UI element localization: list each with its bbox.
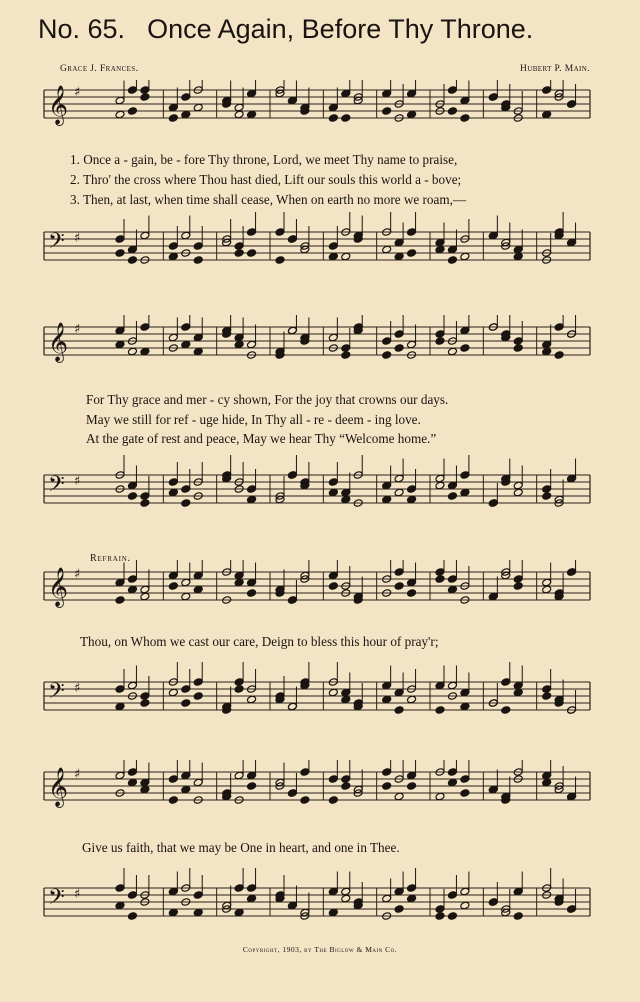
music-credit: Hubert P. Main. [519,64,590,74]
svg-text:𝄢: 𝄢 [48,679,65,709]
verse-3-line-1: 3. Then, at last, when time shall cease, When on earth no more we roam,— [70,192,467,207]
svg-text:♯: ♯ [74,322,81,337]
treble-staff-3 [44,560,590,608]
svg-text:𝄢: 𝄢 [48,885,65,915]
hymn-number: No. 65. [38,14,126,44]
svg-text:𝄢: 𝄢 [48,472,65,502]
svg-text:♯: ♯ [74,567,81,582]
words-credit: Grace J. Frances. [60,64,139,74]
verse-3-line-2: At the gate of rest and peace, May we hear Thy “Welcome home.” [86,431,437,446]
copyright-notice: Copyright, 1903, by The Biglow & Main Co. [242,945,398,954]
bass-staff-4 [44,868,590,920]
refrain-label: Refrain. [90,553,131,564]
verse-1-line-2: For Thy grace and mer - cy shown, For the joy that crowns our days. [86,392,449,407]
svg-text:𝄞: 𝄞 [48,767,69,807]
svg-text:♯: ♯ [74,681,81,696]
treble-staff-4 [44,760,590,808]
refrain-line-2: Give us faith, that we may be One in heart, and one in Thee. [82,840,400,855]
svg-text:♯: ♯ [74,85,81,100]
hymn-title-text: Once Again, Before Thy Throne. [147,14,534,44]
svg-text:♯: ♯ [74,474,81,489]
svg-text:𝄞: 𝄞 [48,85,69,125]
svg-text:𝄞: 𝄞 [48,567,69,607]
bass-staff-1 [44,212,590,264]
verse-1-line-1: 1. Once a - gain, be - fore Thy throne, Lord, we meet Thy name to praise, [70,152,458,167]
bass-staff-3 [44,662,590,714]
bass-staff-2 [44,455,590,507]
treble-staff-2 [44,315,590,363]
svg-text:♯: ♯ [74,767,81,782]
refrain-line-1: Thou, on Whom we cast our care, Deign to bless this hour of pray'r; [80,634,439,649]
verse-2-line-1: 2. Thro' the cross where Thou hast died, Lift our souls this world a - bove; [70,172,462,187]
verse-2-line-2: May we still for ref - uge hide, In Thy all - re - deem - ing love. [86,412,421,427]
svg-text:𝄞: 𝄞 [48,322,69,362]
treble-staff-1 [44,80,590,126]
svg-text:𝄢: 𝄢 [48,229,65,259]
svg-text:♯: ♯ [74,231,81,246]
svg-text:♯: ♯ [74,887,81,902]
hymn-title [38,14,598,45]
